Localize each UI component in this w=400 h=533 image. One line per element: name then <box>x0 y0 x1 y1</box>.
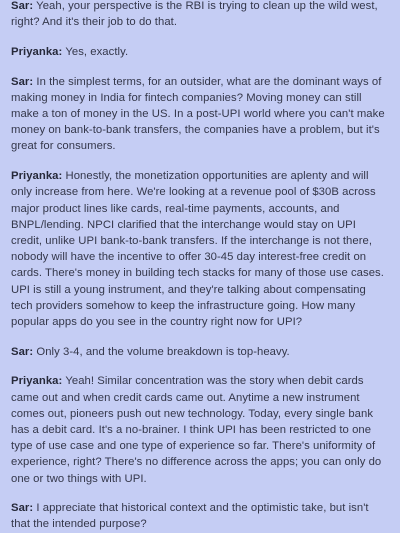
speaker-name: Priyanka: <box>11 375 63 388</box>
paragraph-text: Yeah, your perspective is the RBI is trying to clean up the wild west, right? And it's their job to do that. <box>11 0 378 29</box>
paragraph-text: Yeah! Similar concentration was the story when debit cards came out and when credit cards came out. Anytime a new instrument comes out, pioneers push out new technology. Today, every single bank has a debit card. It's a no-brainer. I think UPI has been restricted to one type of use case and one type of experience so far. There's uniformity of experience, right? There's no difference across the apps; you can only do one or two things with UPI. <box>11 375 382 485</box>
speaker-name: Priyanka: <box>11 45 63 58</box>
paragraph-text: Only 3-4, and the volume breakdown is top-heavy. <box>33 345 290 358</box>
transcript-paragraph <box>11 373 390 486</box>
speaker-name: Sar: <box>11 502 34 515</box>
transcript-paragraph <box>11 344 390 360</box>
speaker-name: Sar: <box>11 75 34 88</box>
transcript-paragraph <box>11 500 390 532</box>
speaker-name: Sar: <box>11 345 34 358</box>
paragraph-text: Yes, exactly. <box>62 45 129 58</box>
speaker-name: Priyanka: <box>11 170 63 183</box>
paragraph-text: In the simplest terms, for an outsider, what are the dominant ways of making money in India for fintech companies? Moving money can still make a ton of money in the US. In a post-UPI world where you can't make money on bank-to-bank transfers, the companies have a problem, but it's great for consumers. <box>11 75 385 153</box>
transcript-paragraph <box>11 0 390 30</box>
transcript-paragraph <box>11 44 390 60</box>
paragraph-text: I appreciate that historical context and the optimistic take, but isn't that the intended purpose? <box>11 502 369 531</box>
transcript-paragraph <box>11 74 390 155</box>
transcript-paragraph <box>11 168 390 330</box>
paragraph-text: Honestly, the monetization opportunities are aplenty and will only increase from here. We're looking at a revenue pool of $30B across major product lines like cards, real-time payments, accounts, and BNPL/lending. NPCI clarified that the interchange would stay on UPI credit, unlike UPI bank-to-bank transfers. If the interchange is not there, nobody will have the incentive to offer 30-45 day interest-free credit on cards. There's money in building tech stacks for many of those use cases. UPI is still a young instrument, and they're talking about compensating tech providers somehow to keep the infrastructure going. How many popular apps do you see in the country right now for UPI? <box>11 170 384 328</box>
speaker-name: Sar: <box>11 0 34 12</box>
